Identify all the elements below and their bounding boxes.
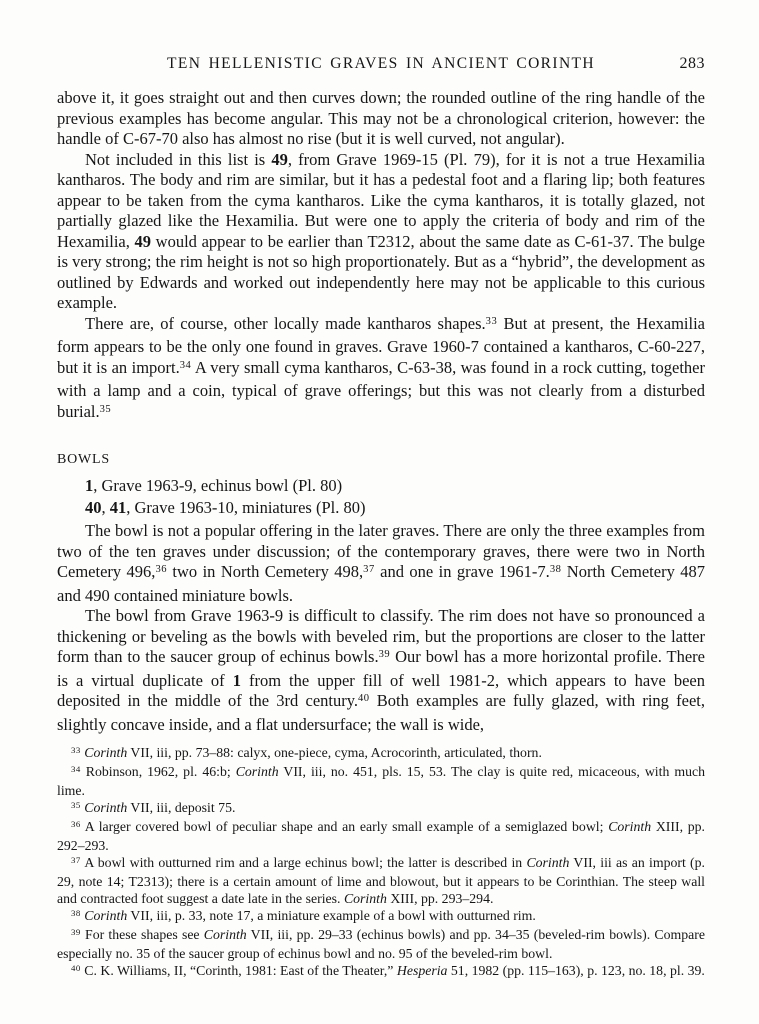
footnotes xyxy=(57,744,705,981)
body-paragraph: The bowl is not a popular offering in the later graves. There are only the three examples from two of the ten graves under discussion; of the contemporary graves, there were two in North Cemetery 496,36 two in North Cemetery 498,37 and one in grave 1961-7.38 North Cemetery 487 and 490 contained miniature bowls. xyxy=(57,521,705,605)
footnote: $^{39}$ For these shapes see Corinth VII, iii, pp. 29–33 (echinus bowls) and pp. 34–35 (beveled-rim bowls). Compare especially no. 35 of the saucer group of echinus bowl and no. 95 of the beveled-rim bowl. xyxy=(57,927,705,961)
footnote: $^{36}$ A larger covered bowl of peculiar shape and an early small example of a semiglazed bowl; Corinth XIII, pp. 292–293. xyxy=(57,819,705,853)
body-paragraph: above it, it goes straight out and then curves down; the rounded outline of the ring handle of the previous examples has become angular. This may not be a chronological criterion, however: the handle of C-67-70 also has almost no rise (but it is well curved, not angular). xyxy=(57,88,705,148)
catalog-item: 40, 41, Grave 1963-10, miniatures (Pl. 80) xyxy=(85,498,366,517)
section-heading-bowls: BOWLS xyxy=(57,452,110,467)
footnote: $^{38}$ Corinth VII, iii, p. 33, note 17, a miniature example of a bowl with outturned rim. xyxy=(71,908,536,923)
body-paragraph: Not included in this list is 49, from Grave 1969-15 (Pl. 79), for it is not a true Hexamilia kantharos. The body and rim are similar, but it has a pedestal foot and a flaring lip; both features appear to be taken from the cyma kantharos. Like the cyma kantharos, it is totally glazed, not partially glazed like the Hexamilia. But were one to apply the criteria of body and rim of the Hexamilia, 49 would appear to be earlier than T2312, about the same date as C-61-37. The bulge is very strong; the rim height is not so high proportionately. But as a “hybrid”, the development as outlined by Edwards and worked out independently here may not be applicable to this curious example. xyxy=(57,149,706,312)
catalog-item: 1, Grave 1963-9, echinus bowl (Pl. 80) xyxy=(85,476,343,495)
body-paragraph: The bowl from Grave 1963-9 is difficult to classify. The rim does not have so pronounced a thickening or beveling as the bowls with beveled rim, but the proportions are closer to the latter form than to the saucer group of echinus bowls.$^{39}$ Our bowl has a more horizontal profile. There is a virtual duplicate of 1 from the upper fill of well 1981-2, which appears to have been deposited in the middle of the 3rd century.$^{40}$ Both examples are fully glazed, with ring feet, slightly concave inside, and a flat undersurface; the wall is wide, xyxy=(57,606,705,734)
page-number: 283 xyxy=(679,55,705,72)
running-head-title: TEN HELLENISTIC GRAVES IN ANCIENT CORINTH xyxy=(166,55,596,72)
footnote: $^{37}$ A bowl with outturned rim and a large echinus bowl; the latter is described in Corinth VII, iii as an import (p. 29, note 14; T2313); there is a certain amount of lime and blowout, but it appears to be Corinthian. The steep wall and contracted foot suggest a date late in the series. Corinth XIII, pp. 293–294. xyxy=(57,855,705,906)
footnote: $^{40}$ C. K. Williams, II, “Corinth, 1981: East of the Theater,” Hesperia 51, 1982 (pp. 115–163), p. 123, no. 18, pl. 39. xyxy=(71,963,705,978)
body-paragraph: There are, of course, other locally made kantharos shapes.$^{33}$ But at present, the Hexamilia form appears to be the only one found in graves. Grave 1960-7 contained a kantharos, C-60-227, but it is an import.$^{34}$ A very small cyma kantharos, C-63-38, was found in a rock cutting, together with a lamp and a coin, typical of grave offerings; but this was not clearly from a disturbed burial.$^{35}$ xyxy=(57,313,705,421)
running-head xyxy=(57,55,705,75)
catalog-list xyxy=(57,475,705,519)
footnote: $^{33}$ Corinth VII, iii, pp. 73–88: calyx, one-piece, cyma, Acrocorinth, articulated, thorn. xyxy=(71,745,542,760)
footnote: $^{34}$ Robinson, 1962, pl. 46:b; Corinth VII, iii, no. 451, pls. 15, 53. The clay is quite red, micaceous, with much lime. xyxy=(57,764,705,798)
footnote: $^{35}$ Corinth VII, iii, deposit 75. xyxy=(71,800,236,815)
